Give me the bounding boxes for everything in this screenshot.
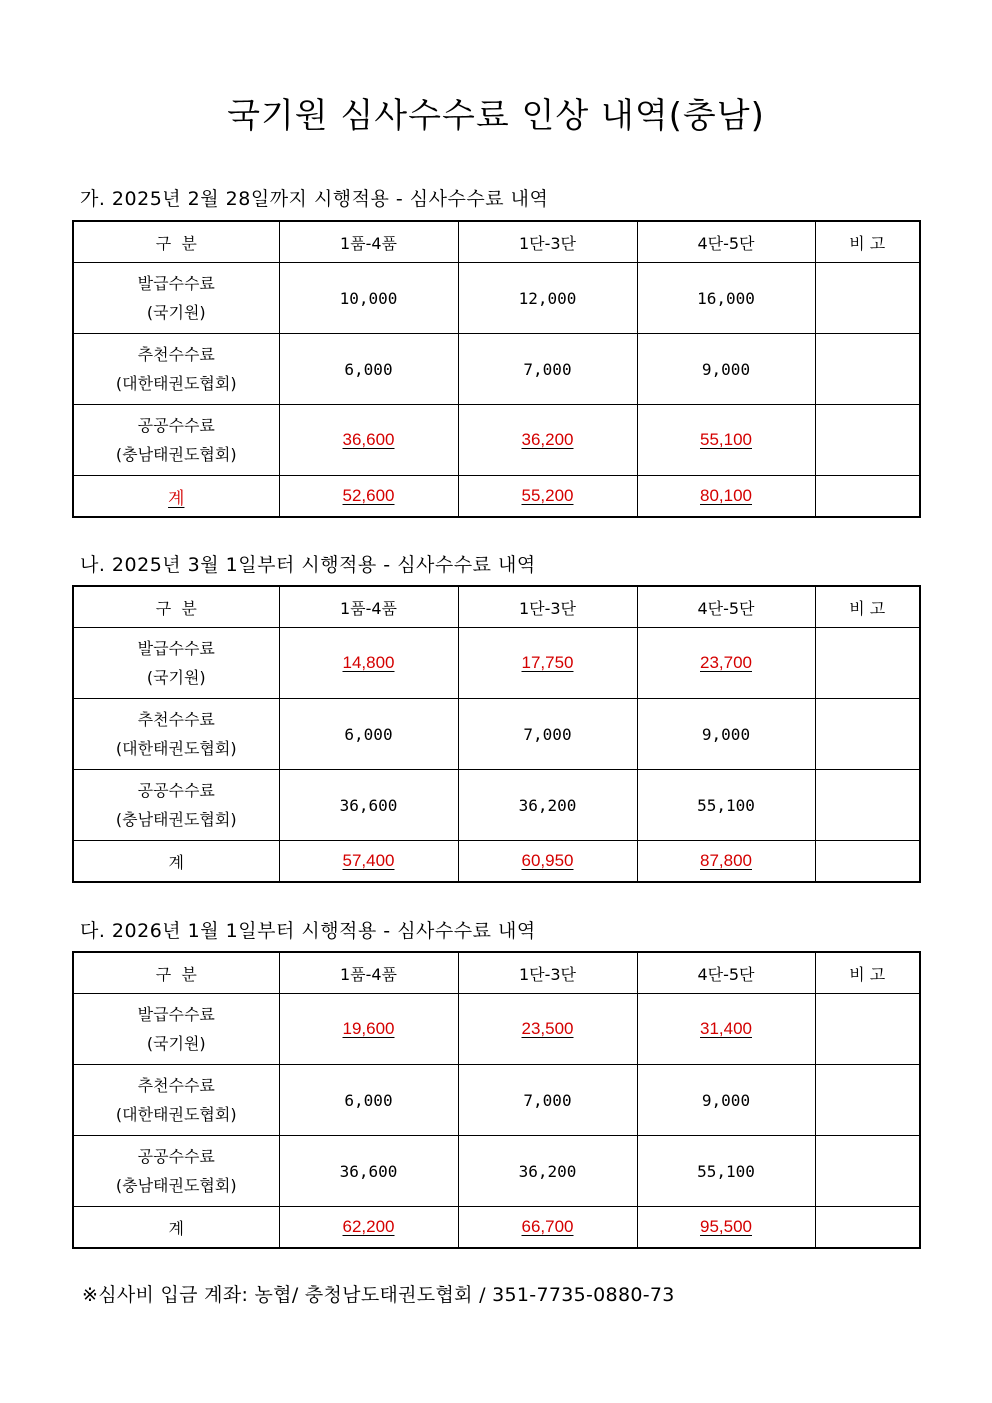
cell-value-highlight: 31,400 [637, 994, 815, 1065]
cell-value: 36,200 [458, 1136, 637, 1207]
cell-value: 6,000 [279, 1065, 458, 1136]
header-category: 구 분 [73, 586, 279, 628]
cell-value: 6,000 [279, 334, 458, 405]
table-row-issue [73, 263, 920, 334]
row-label-public: 공공수수료 (충남태권도협회) [73, 405, 279, 476]
cell-value: 7,000 [458, 699, 637, 770]
bank-account-note: ※심사비 입금 계좌: 농협/ 충청남도태권도협회 / 351-7735-0880-73 [82, 1284, 675, 1306]
table-row-public [73, 405, 920, 476]
cell-remark [815, 841, 920, 883]
table-row-total [73, 841, 920, 883]
header-remark: 비 고 [815, 221, 920, 263]
header-col1: 1품-4품 [279, 221, 458, 263]
row-label-recommend: 추천수수료 (대한태권도협회) [73, 334, 279, 405]
cell-remark [815, 770, 920, 841]
header-col1: 1품-4품 [279, 952, 458, 994]
table-row-recommend [73, 1065, 920, 1136]
cell-remark [815, 994, 920, 1065]
cell-total: 55,200 [458, 476, 637, 518]
fee-table-c [72, 951, 921, 1249]
row-label-public: 공공수수료 (충남태권도협회) [73, 1136, 279, 1207]
cell-total: 87,800 [637, 841, 815, 883]
cell-total: 66,700 [458, 1207, 637, 1249]
row-label-total: 계 [73, 1207, 279, 1249]
table-row-public [73, 770, 920, 841]
cell-remark [815, 628, 920, 699]
cell-value-highlight: 23,700 [637, 628, 815, 699]
row-label-recommend: 추천수수료 (대한태권도협회) [73, 1065, 279, 1136]
header-remark: 비 고 [815, 952, 920, 994]
page-title: 국기원 심사수수료 인상 내역(충남) [227, 96, 765, 136]
cell-value: 9,000 [637, 699, 815, 770]
row-label-issue: 발급수수료 (국기원) [73, 263, 279, 334]
cell-value-highlight: 36,200 [458, 405, 637, 476]
cell-value: 55,100 [637, 770, 815, 841]
header-col3: 4단-5단 [637, 221, 815, 263]
header-category: 구 분 [73, 221, 279, 263]
cell-value: 16,000 [637, 263, 815, 334]
table-header-row [73, 586, 920, 628]
header-remark: 비 고 [815, 586, 920, 628]
section-heading-b: 나. 2025년 3월 1일부터 시행적용 - 심사수수료 내역 [80, 554, 536, 576]
cell-total: 95,500 [637, 1207, 815, 1249]
cell-value-highlight: 17,750 [458, 628, 637, 699]
cell-total: 52,600 [279, 476, 458, 518]
cell-remark [815, 1065, 920, 1136]
row-label-issue: 발급수수료 (국기원) [73, 994, 279, 1065]
cell-value: 10,000 [279, 263, 458, 334]
cell-value: 7,000 [458, 334, 637, 405]
cell-total: 80,100 [637, 476, 815, 518]
cell-value: 12,000 [458, 263, 637, 334]
cell-value: 36,600 [279, 1136, 458, 1207]
header-col3: 4단-5단 [637, 586, 815, 628]
header-col3: 4단-5단 [637, 952, 815, 994]
cell-remark [815, 405, 920, 476]
cell-value: 36,200 [458, 770, 637, 841]
section-heading-a: 가. 2025년 2월 28일까지 시행적용 - 심사수수료 내역 [80, 188, 549, 210]
cell-total: 60,950 [458, 841, 637, 883]
table-header-row [73, 221, 920, 263]
section-heading-c: 다. 2026년 1월 1일부터 시행적용 - 심사수수료 내역 [80, 920, 536, 942]
cell-value: 36,600 [279, 770, 458, 841]
cell-remark [815, 1136, 920, 1207]
table-row-recommend [73, 699, 920, 770]
cell-value: 6,000 [279, 699, 458, 770]
fee-table-b [72, 585, 921, 883]
row-label-total: 계 [73, 841, 279, 883]
table-header-row [73, 952, 920, 994]
table-row-total [73, 476, 920, 518]
cell-remark [815, 476, 920, 518]
fee-table-a [72, 220, 921, 518]
row-label-public: 공공수수료 (충남태권도협회) [73, 770, 279, 841]
cell-value: 9,000 [637, 1065, 815, 1136]
header-col2: 1단-3단 [458, 952, 637, 994]
cell-remark [815, 263, 920, 334]
cell-value-highlight: 23,500 [458, 994, 637, 1065]
cell-value-highlight: 19,600 [279, 994, 458, 1065]
cell-value-highlight: 36,600 [279, 405, 458, 476]
cell-remark [815, 699, 920, 770]
row-label-total: 계 [73, 476, 279, 518]
table-row-total [73, 1207, 920, 1249]
row-label-issue: 발급수수료 (국기원) [73, 628, 279, 699]
table-row-issue [73, 994, 920, 1065]
cell-remark [815, 334, 920, 405]
table-row-recommend [73, 334, 920, 405]
cell-value-highlight: 55,100 [637, 405, 815, 476]
header-col1: 1품-4품 [279, 586, 458, 628]
header-col2: 1단-3단 [458, 221, 637, 263]
cell-value-highlight: 14,800 [279, 628, 458, 699]
cell-total: 62,200 [279, 1207, 458, 1249]
header-category: 구 분 [73, 952, 279, 994]
table-row-issue [73, 628, 920, 699]
cell-remark [815, 1207, 920, 1249]
cell-total: 57,400 [279, 841, 458, 883]
cell-value: 9,000 [637, 334, 815, 405]
cell-value: 7,000 [458, 1065, 637, 1136]
table-row-public [73, 1136, 920, 1207]
cell-value: 55,100 [637, 1136, 815, 1207]
header-col2: 1단-3단 [458, 586, 637, 628]
row-label-recommend: 추천수수료 (대한태권도협회) [73, 699, 279, 770]
